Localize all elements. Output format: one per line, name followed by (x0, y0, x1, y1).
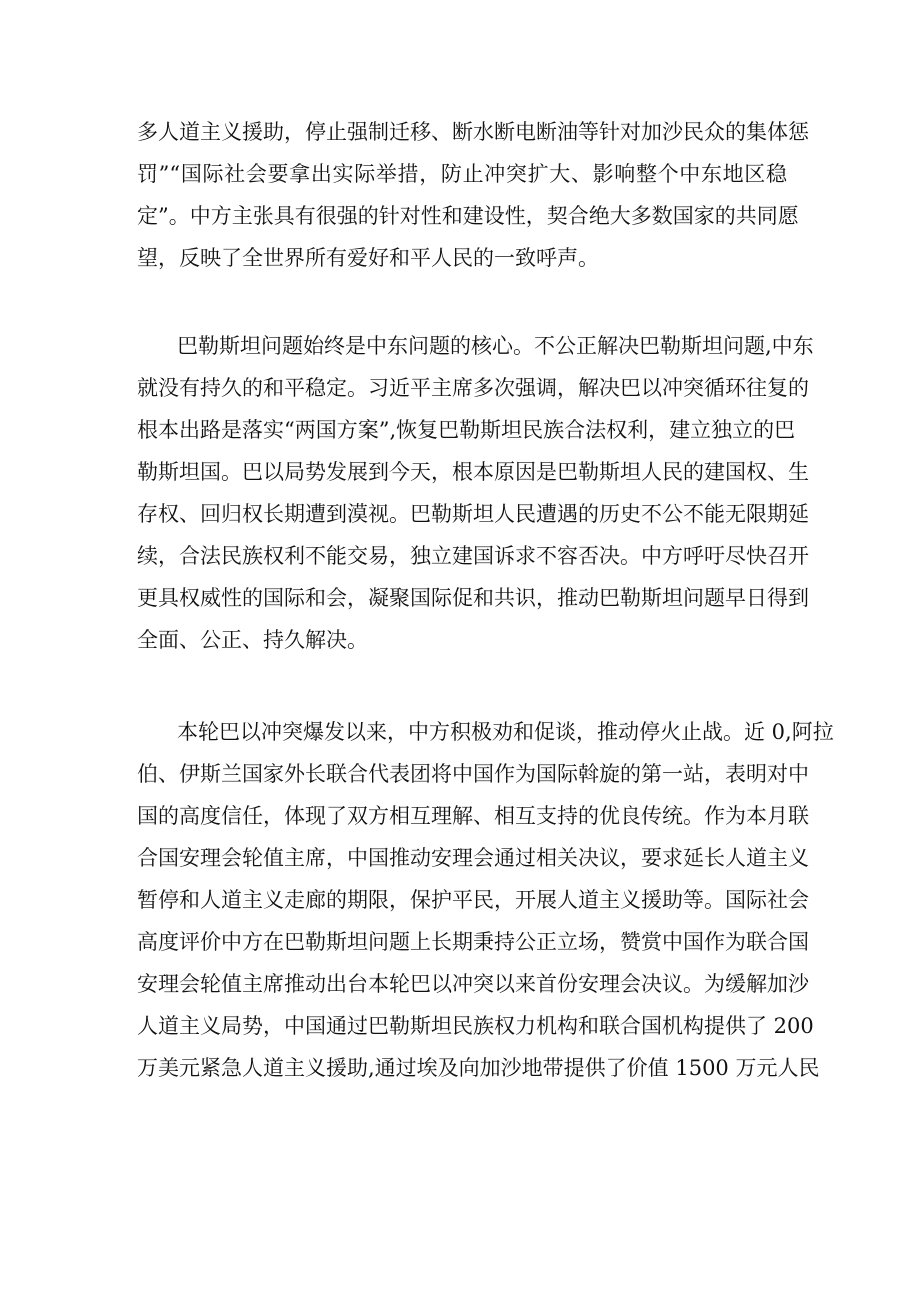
text-line: 高度评价中方在巴勒斯坦问题上长期秉持公正立场，赞赏中国作为联合国 (137, 930, 809, 954)
text-line: 巴勒斯坦问题始终是中东问题的核心。不公正解决巴勒斯坦问题,中东 (177, 334, 814, 358)
text-line: 多人道主义援助，停止强制迁移、断水断电断油等针对加沙民众的集体惩 (137, 120, 809, 144)
text-line: 罚”“国际社会要拿出实际举措，防止冲突扩大、影响整个中东地区稳 (137, 162, 787, 186)
text-line: 国的高度信任，体现了双方相互理解、相互支持的优良传统。作为本月联 (137, 804, 809, 828)
text-line: 根本出路是落实“两国方案”,恢复巴勒斯坦民族合法权利，建立独立的巴 (137, 418, 796, 442)
text-line: 安理会轮值主席推动出台本轮巴以冲突以来首份安理会决议。为缓解加沙 (137, 972, 809, 996)
text-line: 全面、公正、持久解决。 (137, 628, 368, 652)
text-line: 暂停和人道主义走廊的期限，保护平民，开展人道主义援助等。国际社会 (137, 888, 809, 912)
paragraph-2 (137, 325, 814, 661)
text-line: 更具权威性的国际和会，凝聚国际促和共识，推动巴勒斯坦问题早日得到 (137, 586, 809, 610)
text-line: 本轮巴以冲突爆发以来，中方积极劝和促谈，推动停火止战。近 0,阿拉 (177, 720, 834, 744)
text-line: 勒斯坦国。巴以局势发展到今天，根本原因是巴勒斯坦人民的建国权、生 (137, 460, 809, 484)
text-line: 伯、伊斯兰国家外长联合代表团将中国作为国际斡旋的第一站，表明对中 (137, 762, 809, 786)
text-line: 人道主义局势，中国通过巴勒斯坦民族权力机构和联合国机构提供了 200 (137, 1014, 814, 1038)
text-line: 合国安理会轮值主席，中国推动安理会通过相关决议，要求延长人道主义 (137, 846, 809, 870)
paragraph-1 (137, 111, 809, 279)
text-line: 就没有持久的和平稳定。习近平主席多次强调，解决巴以冲突循环往复的 (137, 376, 809, 400)
text-line: 存权、回归权长期遭到漠视。巴勒斯坦人民遭遇的历史不公不能无限期延 (137, 502, 809, 526)
text-line: 万美元紧急人道主义援助,通过埃及向加沙地带提供了价值 1500 万元人民 (137, 1056, 820, 1080)
paragraph-3 (137, 711, 834, 1089)
text-line: 续，合法民族权利不能交易，独立建国诉求不容否决。中方呼吁尽快召开 (137, 544, 809, 568)
text-line: 望，反映了全世界所有爱好和平人民的一致呼声。 (137, 246, 599, 270)
text-line: 定”。中方主张具有很强的针对性和建设性，契合绝大多数国家的共同愿 (137, 204, 799, 228)
